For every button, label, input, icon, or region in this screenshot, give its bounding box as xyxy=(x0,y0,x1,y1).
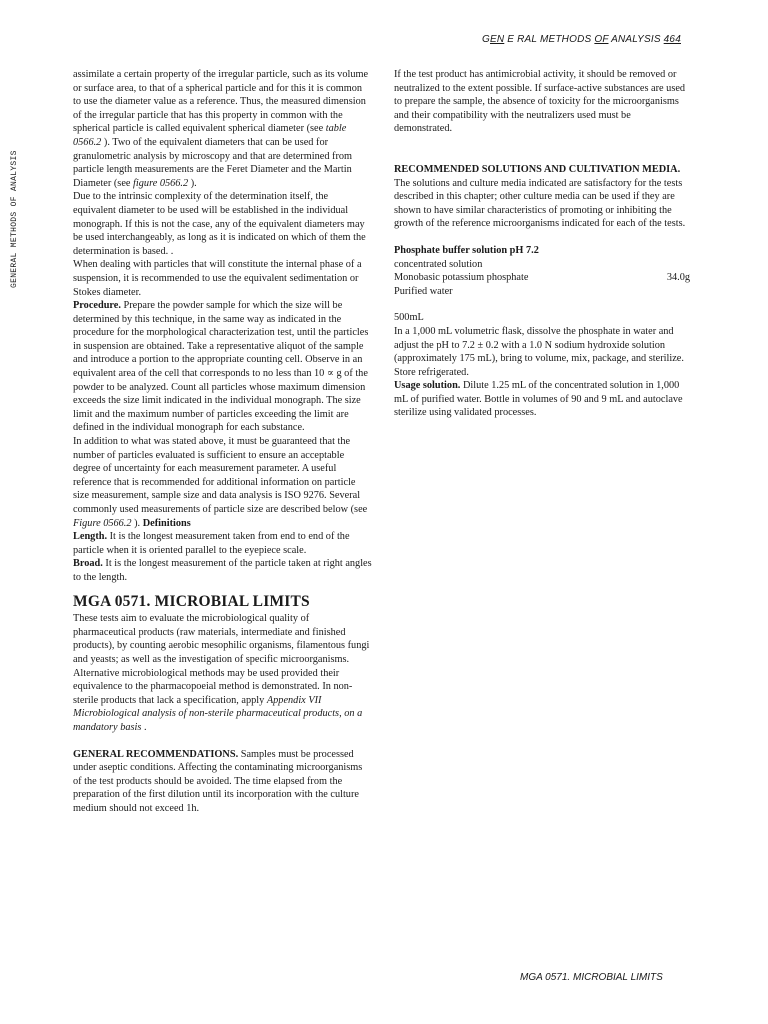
running-header: GEN E RAL METHODS OF ANALYSIS 464 xyxy=(482,34,681,45)
paragraph-procedure: Procedure. Prepare the powder sample for which the size will be determined by this technique, in the same way as indicated in the procedure for the morphological characterization test, until the particles in suspension are obtained. Take a representative aliquot of the sample and introduce a portion to the appropriate counting cell. Observe in an equivalent area of the cell that corresponds to no less than 10 ∝ g of the powder to be analyzed. Count all particles whose maximum dimension exceeds the size limit indicated in the individual monograph. The size limit and the maximum number of particles exceeding the limit are defined in the individual monograph for each substance. xyxy=(73,300,369,434)
paragraph-preparation: In a 1,000 mL volumetric flask, dissolve the phosphate in water and adjust the pH to 7.2 ± 0.2 with a 1.0 N sodium hydroxide solution (approximately 175 mL), bring to volume, mix, package, and sterilize. Store refrigerated. xyxy=(394,325,684,378)
paragraph-microbial-intro: These tests aim to evaluate the microbiological quality of pharmaceutical products (raw materials, intermediate and finished products), by counting aerobic mesophilic organisms, filamentous fungi and yeasts; as well as the investigation of specific microorganisms. Alternative microbiological methods may be used provided their equivalence to the pharmacopoeial method is demonstrated. In non-sterile products that lack a specification, apply Appendix VII Microbiological analysis of non-sterile pharmaceutical products, on a mandatory basis . xyxy=(73,613,370,733)
paragraph-recommended-solutions: RECOMMENDED SOLUTIONS AND CULTIVATION MEDIA. The solutions and culture media indicated are satisfactory for the tests described in this chapter; other culture media can be used if they are shown to have similar characteristics of promoting or inhibiting the growth of the reference microorganisms indicated for each of the tests. xyxy=(394,163,686,230)
definition-broad: Broad. It is the longest measurement of the particle taken at right angles to the length. xyxy=(73,558,372,583)
ingredient-volume: 500mL xyxy=(394,312,424,324)
figure-reference: figure 0566.2 xyxy=(133,177,189,189)
side-running-label: GENERAL METHODS OF ANALYSIS xyxy=(10,150,19,288)
paragraph-suspension: When dealing with particles that will constitute the internal phase of a suspension, it is recommended to use the equivalent sedimentation or Stokes diameter. xyxy=(73,259,362,298)
paragraph-complexity: Due to the intrinsic complexity of the determination itself, the equivalent diameter to be used will be established in the individual monograph. If this is not the case, any of the equivalent diameters may be used interchangeably, as long as it is indicated on which of them the determination is based. . xyxy=(73,191,366,257)
definition-length: Length. It is the longest measurement taken from end to end of the particle when it is oriented parallel to the eyepiece scale. xyxy=(73,531,350,556)
table-reference: table 0566.2 xyxy=(73,123,347,148)
buffer-title: Phosphate buffer solution pH 7.2 xyxy=(394,244,539,256)
paragraph-uncertainty: In addition to what was stated above, it must be guaranteed that the number of particles evaluated is sufficient to ensure an acceptable degree of uncertainty for each measurement parameter. A useful reference that is recommended for additional information on particle size measurement, sample size and data analysis is ISO 9276. Several commonly used measurements of particle size are described below (see Figure 0566.2 ). Definitions xyxy=(73,436,368,529)
definitions-heading: Definitions xyxy=(142,517,191,529)
ingredient-name: Monobasic potassium phosphate xyxy=(394,272,529,284)
paragraph-usage-solution: Usage solution. Dilute 1.25 mL of the concentrated solution in 1,000 mL of purified water. Bottle in volumes of 90 and 9 mL and autoclave sterilize using validated processes. xyxy=(394,380,683,419)
figure-reference: Figure 0566.2 xyxy=(73,517,132,529)
appendix-reference: Appendix VII Microbiological analysis of non-sterile pharmaceutical products, on a mandatory basis xyxy=(73,694,363,733)
paragraph-equivalent-diameter: assimilate a certain property of the irregular particle, such as its volume or surface area, to that of a spherical particle and for this it is common to use the diameter value as a reference. Thus, the measured dimension of the irregular particle that has this property in common with the spherical particle is called equivalent spherical diameter (see table 0566.2 ). Two of the equivalent diameters that can be used for granulometric analysis by microscopy and that are determined from particle length measurements are the Feret Diameter and the Martin Diameter (see figure 0566.2 ). xyxy=(73,69,369,189)
ingredient-name: Purified water xyxy=(394,285,453,297)
right-column xyxy=(394,68,690,420)
ingredient-row xyxy=(394,271,690,285)
running-footer: MGA 0571. MICROBIAL LIMITS xyxy=(520,972,663,983)
paragraph-antimicrobial: If the test product has antimicrobial activity, it should be removed or neutralized to the extent possible. If surface-active substances are used to prepare the sample, the absence of toxicity for the microorganisms and their compatibility with the neutralizers used must be demonstrated. xyxy=(394,69,686,135)
section-title: MGA 0571. MICROBIAL LIMITS xyxy=(73,592,310,610)
ingredient-quantity: 34.0g xyxy=(666,272,690,284)
buffer-subtitle: concentrated solution xyxy=(394,258,483,270)
paragraph-general-recommendations: GENERAL RECOMMENDATIONS. Samples must be processed under aseptic conditions. Affecting the contaminating microorganisms of the test products should be avoided. The time elapsed from the preparation of the first dilution until its incorporation with the culture medium should not exceed 1h. xyxy=(73,748,363,814)
left-column xyxy=(73,68,372,815)
